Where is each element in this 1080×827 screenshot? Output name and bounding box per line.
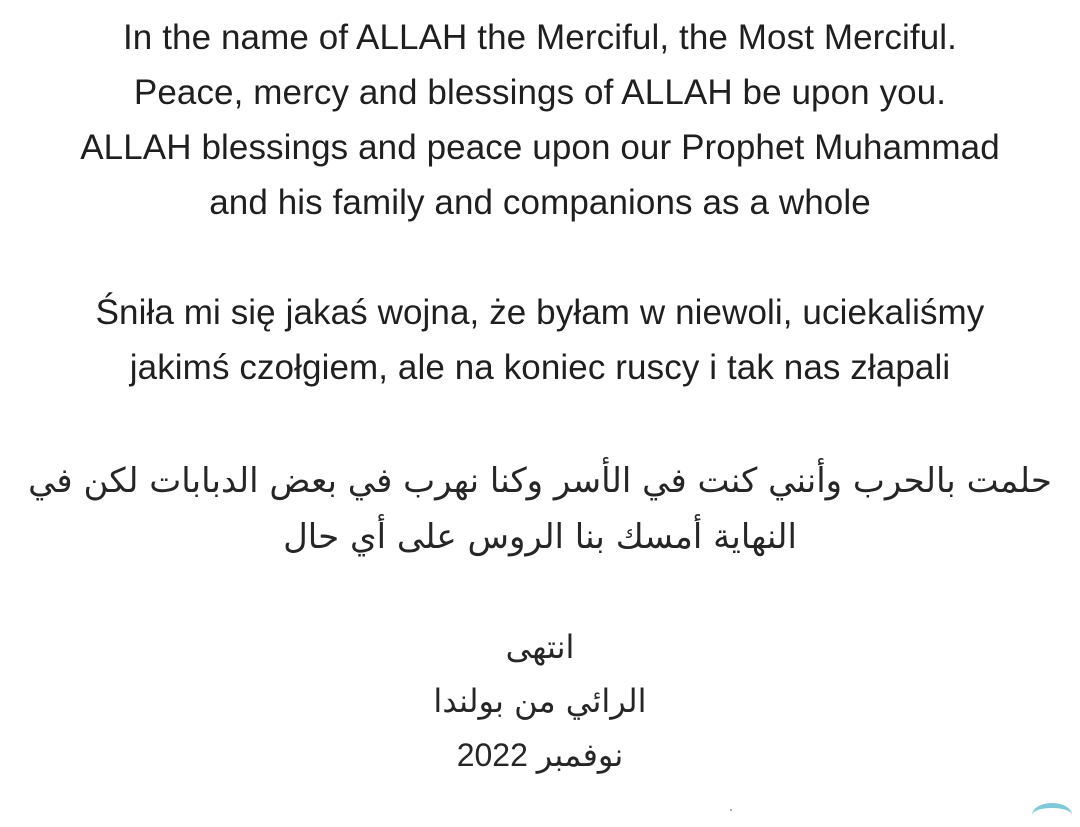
english-line-3: ALLAH blessings and peace upon our Prophet Muhammad	[80, 128, 1000, 167]
english-line-1: In the name of ALLAH the Merciful, the Most Merciful.	[122, 18, 957, 57]
signature-block	[0, 620, 1080, 782]
stray-dot	[730, 809, 732, 811]
english-greeting	[0, 10, 1080, 230]
english-line-2: Peace, mercy and blessings of ALLAH be upon you.	[133, 73, 947, 112]
polish-line-2: jakimś czołgiem, ale na koniec ruscy i tak nas złapali	[129, 348, 951, 387]
end-marker: انتهى	[505, 628, 575, 666]
arabic-dream-text	[0, 453, 1080, 565]
arabic-line-1: حلمت بالحرب وأنني كنت في الأسر وكنا نهرب في بعض الدبابات لكن في	[28, 461, 1052, 501]
corner-accent-arc	[1032, 803, 1072, 827]
polish-dream-text	[0, 285, 1080, 395]
date-line: نوفمبر 2022	[456, 737, 624, 773]
english-line-4: and his family and companions as a whole	[209, 183, 871, 222]
arabic-line-2: النهاية أمسك بنا الروس على أي حال	[283, 517, 797, 557]
polish-line-1: Śniła mi się jakaś wojna, że byłam w niewoli, uciekaliśmy	[95, 293, 985, 332]
author-line: الرائي من بولندا	[433, 682, 647, 720]
